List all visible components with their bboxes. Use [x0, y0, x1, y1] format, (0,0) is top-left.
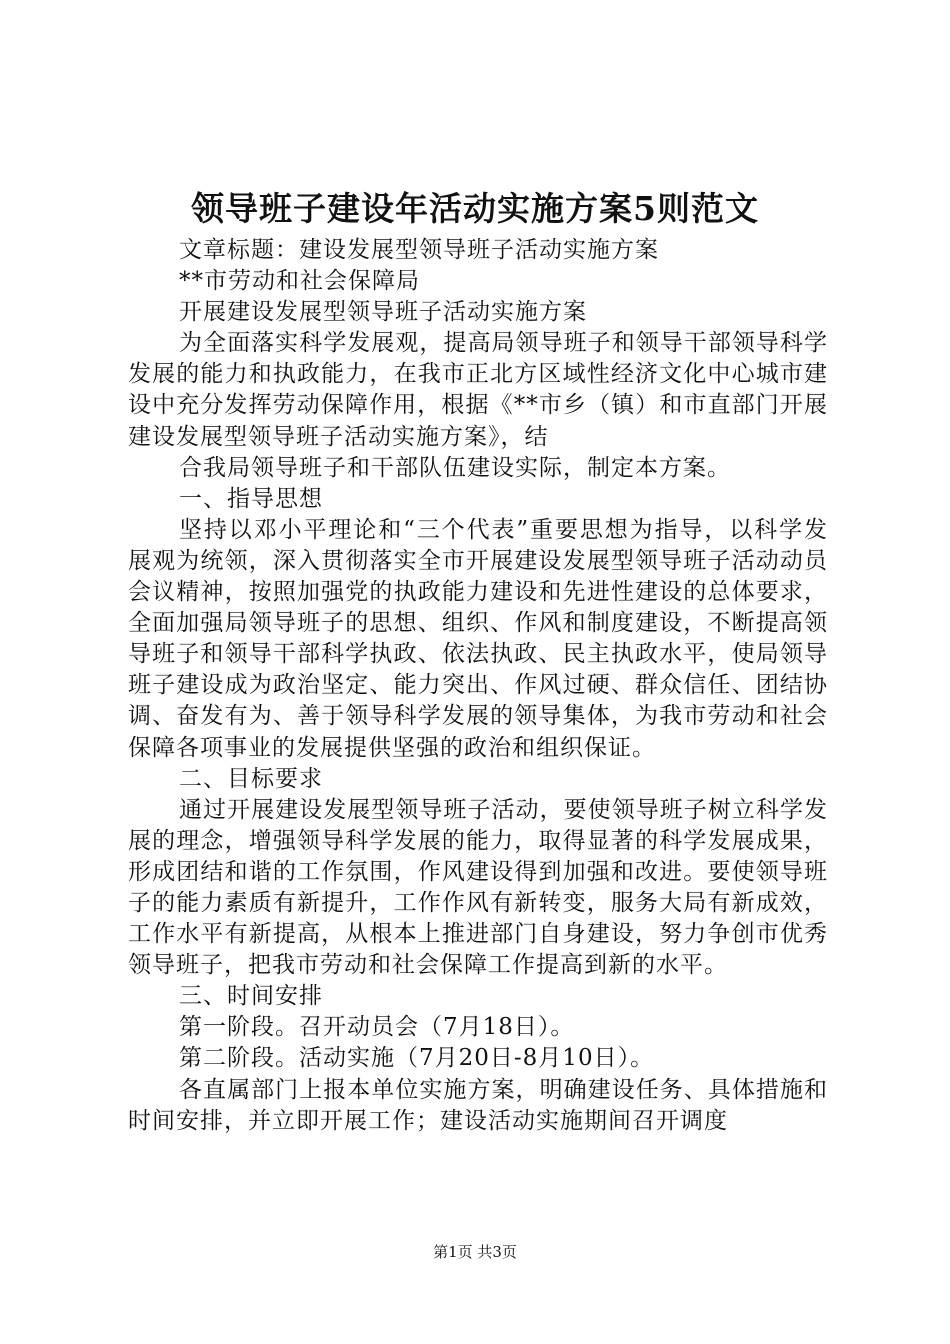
plan-name: 开展建设发展型领导班子活动实施方案	[179, 299, 587, 326]
document-title: 领导班子建设年活动实施方案5则范文	[191, 189, 759, 228]
intro-paragraph: 为全面落实科学发展观，提高局领导班子和领导干部领导科学发展的能力和执政能力，在我市正北方区域性经济文化中心城市建设中充分发挥劳动保障作用，根据《**市乡（镇）和市直部门开展建设发展型领导班子活动实施方案》，结	[128, 330, 828, 450]
goals-paragraph: 通过开展建设发展型领导班子活动，要使领导班子树立科学发展的理念，增强领导科学发展的能力，取得显著的科学发展成果，形成团结和谐的工作氛围，作风建设得到加强和改进。要使领导班子的能力素质有新提升，工作作风有新转变，服务大局有新成效，工作水平有新提高，从根本上推进部门自身建设，努力争创市优秀领导班子，把我市劳动和社会保障工作提高到新的水平。	[128, 796, 828, 979]
page-number-footer: 第1页 共3页	[433, 1243, 517, 1261]
issuing-organization: **市劳动和社会保障局	[179, 268, 420, 295]
schedule-stage-two: 第二阶段。活动实施（7月20日-8月10日）。	[179, 1045, 655, 1072]
article-title-line: 文章标题：建设发展型领导班子活动实施方案	[179, 237, 659, 263]
schedule-details-paragraph: 各直属部门上报本单位实施方案，明确建设任务、具体措施和时间安排，并立即开展工作；建设活动实施期间召开调度	[128, 1076, 828, 1134]
section-heading-schedule: 三、时间安排	[179, 983, 323, 1010]
document-body	[128, 235, 828, 1137]
intro-continuation: 合我局领导班子和干部队伍建设实际，制定本方案。	[179, 454, 731, 481]
section-heading-guiding-ideology: 一、指导思想	[179, 485, 323, 512]
schedule-stage-one: 第一阶段。召开动员会（7月18日）。	[179, 1014, 575, 1041]
section-heading-goals: 二、目标要求	[179, 765, 323, 792]
guiding-ideology-paragraph: 坚持以邓小平理论和“三个代表”重要思想为指导，以科学发展观为统领，深入贯彻落实全市开展建设发展型领导班子活动动员会议精神，按照加强党的执政能力建设和先进性建设的总体要求，全面加强局领导班子的思想、组织、作风和制度建设，不断提高领导班子和领导干部科学执政、依法执政、民主执政水平，使局领导班子建设成为政治坚定、能力突出、作风过硬、群众信任、团结协调、奋发有为、善于领导科学发展的领导集体，为我市劳动和社会保障各项事业的发展提供坚强的政治和组织保证。	[128, 516, 828, 761]
